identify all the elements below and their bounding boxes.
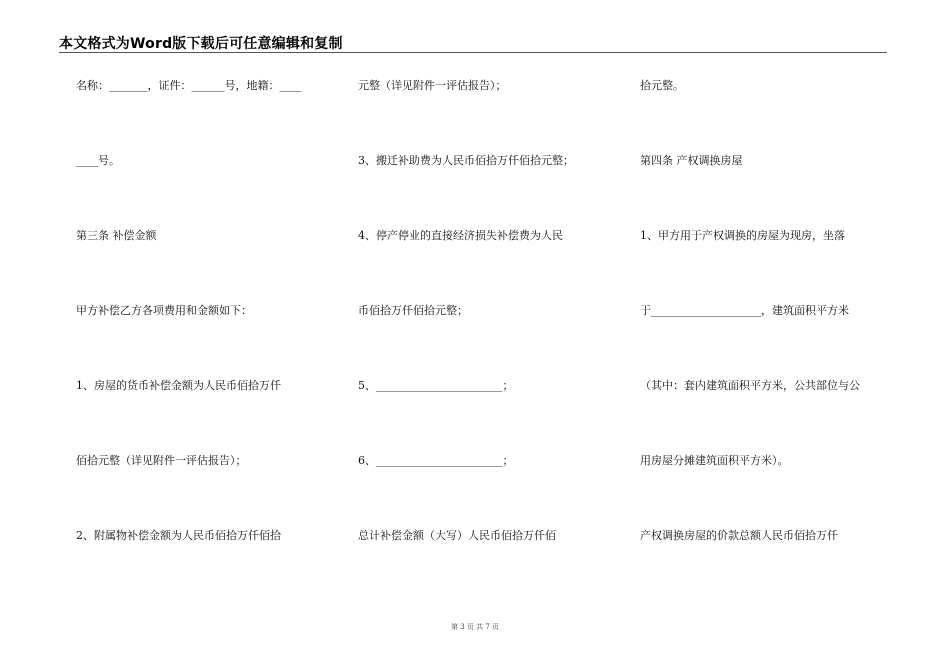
text-line: 于____________________，建筑面积平方米 xyxy=(640,304,849,317)
text-column-2 xyxy=(358,73,608,598)
text-column-1 xyxy=(76,73,326,598)
text-line: 币佰拾万仟佰拾元整； xyxy=(358,304,468,317)
text-line: 1、甲方用于产权调换的房屋为现房，坐落 xyxy=(640,229,845,242)
text-line: 拾元整。 xyxy=(640,79,684,92)
text-line: 3、搬迁补助费为人民币佰拾万仟佰拾元整； xyxy=(358,154,574,167)
text-line: ____号。 xyxy=(76,154,120,167)
text-line: 第四条 产权调换房屋 xyxy=(640,154,743,167)
text-line: 甲方补偿乙方各项费用和金额如下： xyxy=(76,304,252,317)
document-header-title: 本文格式为Word版下载后可任意编辑和复制 xyxy=(59,36,343,52)
text-line: 第三条 补偿金额 xyxy=(76,229,157,242)
text-line: 佰拾元整（详见附件一评估报告）； xyxy=(76,454,247,467)
text-line: 名称：_______，证件：______号，地籍：____ xyxy=(76,79,302,92)
text-line: （其中：套内建筑面积平方米，公共部位与公 xyxy=(640,379,860,392)
header-divider xyxy=(59,52,887,53)
text-line: 2、附属物补偿金额为人民币佰拾万仟佰拾 xyxy=(76,529,281,542)
text-line: 产权调换房屋的价款总额人民币佰拾万仟 xyxy=(640,529,838,542)
text-line: 4、停产停业的直接经济损失补偿费为人民 xyxy=(358,229,563,242)
text-line: 总计补偿金额（大写）人民币佰拾万仟佰 xyxy=(358,529,556,542)
text-line: 6、_______________________； xyxy=(358,454,514,467)
page-number-footer: 第 3 页 共 7 页 xyxy=(450,623,500,631)
text-line: 用房屋分摊建筑面积平方米）。 xyxy=(640,454,789,467)
text-line: 1、房屋的货币补偿金额为人民币佰拾万仟 xyxy=(76,379,281,392)
text-column-3 xyxy=(640,73,890,598)
text-line: 元整（详见附件一评估报告）； xyxy=(358,79,507,92)
text-line: 5、_______________________； xyxy=(358,379,514,392)
